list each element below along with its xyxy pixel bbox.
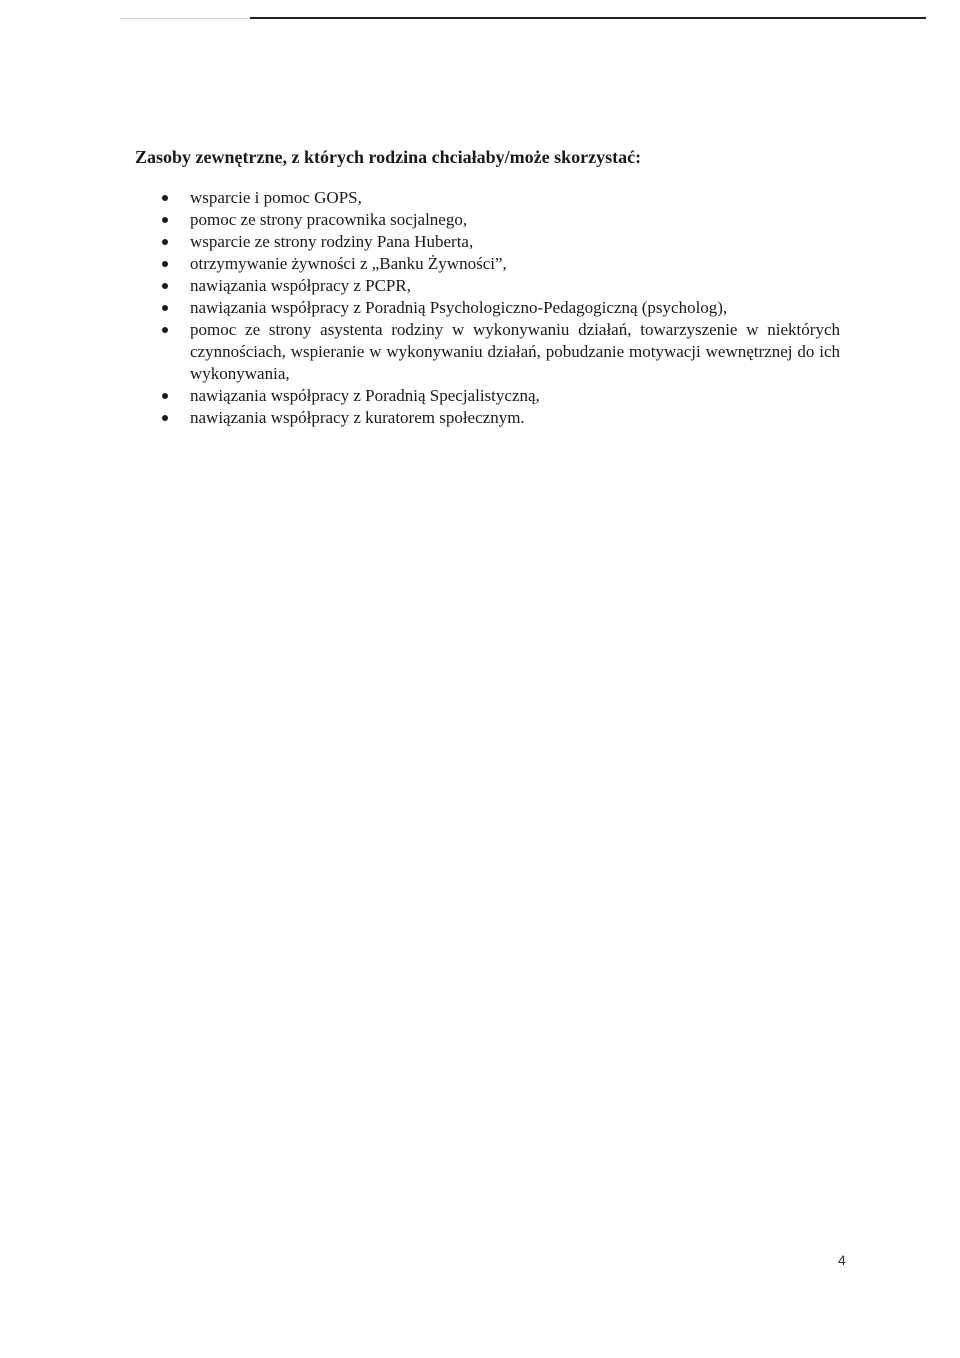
bullet-icon [162,393,168,399]
section-heading: Zasoby zewnętrzne, z których rodzina chciałaby/może skorzystać: [135,147,642,167]
list-item-text: nawiązania współpracy z kuratorem społecznym. [190,408,525,427]
list-item [160,319,840,385]
list-item-text: pomoc ze strony asystenta rodziny w wykonywaniu działań, towarzyszenie w niektórych czynnościach, wspieranie w wykonywaniu działań, pobudzanie motywacji wewnętrznej do ich wykonywania, [190,320,840,383]
bullet-icon [162,283,168,289]
top-rule [250,17,926,19]
bullet-icon [162,195,168,201]
list-item [160,187,840,209]
list-item-text: nawiązania współpracy z PCPR, [190,276,411,295]
bullet-icon [162,415,168,421]
bullet-icon [162,261,168,267]
resources-list [160,187,840,429]
list-item-text: pomoc ze strony pracownika socjalnego, [190,210,468,229]
list-item [160,209,840,231]
list-item [160,231,840,253]
list-item [160,407,840,429]
top-rule-faint [120,18,250,19]
list-item-text: wsparcie i pomoc GOPS, [190,188,362,207]
page-number: 4 [838,1252,846,1268]
list-item-text: wsparcie ze strony rodziny Pana Huberta, [190,232,474,251]
list-item-text: otrzymywanie żywności z „Banku Żywności”, [190,254,507,273]
list-item [160,385,840,407]
list-item-text: nawiązania współpracy z Poradnią Psychologiczno-Pedagogiczną (psycholog), [190,298,728,317]
list-item [160,253,840,275]
list-item-text: nawiązania współpracy z Poradnią Specjalistyczną, [190,386,540,405]
bullet-icon [162,239,168,245]
bullet-icon [162,327,168,333]
list-item [160,275,840,297]
list-item [160,297,840,319]
bullet-icon [162,217,168,223]
bullet-icon [162,305,168,311]
